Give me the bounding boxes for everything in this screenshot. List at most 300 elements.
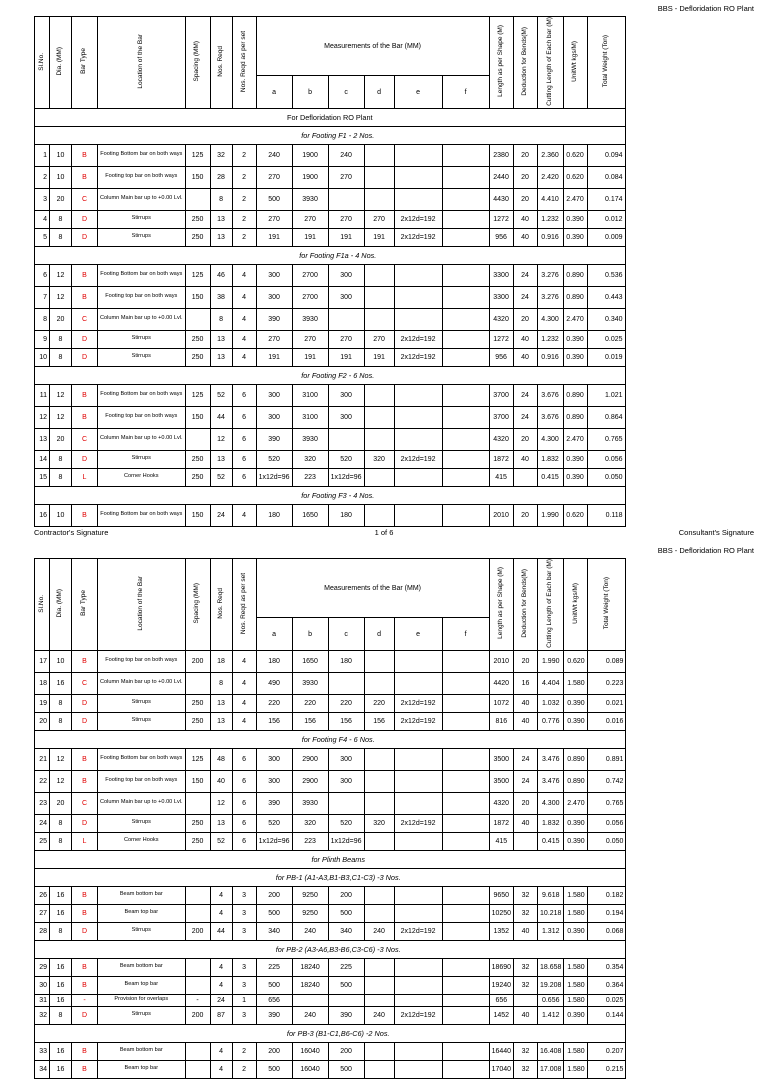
cell-length: 3300 bbox=[489, 264, 513, 286]
cell-location: Column Main bar up to +0.00 Lvl. bbox=[98, 792, 186, 814]
cell-slno: 31 bbox=[35, 994, 50, 1006]
cell-per-set: 3 bbox=[232, 1006, 256, 1024]
cell-bar-type: - bbox=[72, 994, 98, 1006]
cell-location: Beam top bar bbox=[98, 976, 186, 994]
cell-bar-type: B bbox=[72, 770, 98, 792]
cell-bar-type: D bbox=[72, 228, 98, 246]
cell-dia: 10 bbox=[50, 144, 72, 166]
cell-dim-d bbox=[364, 904, 394, 922]
cell-dim-a: 300 bbox=[256, 264, 292, 286]
cell-dim-e bbox=[394, 504, 442, 526]
cell-total-weight: 0.144 bbox=[588, 1006, 626, 1024]
cell-location: Stirrups bbox=[98, 210, 186, 228]
cell-total-weight: 0.891 bbox=[588, 748, 626, 770]
cell-unit-weight: 1.580 bbox=[564, 976, 588, 994]
cell-location: Column Main bar up to +0.00 Lvl. bbox=[98, 188, 186, 210]
cell-dia: 12 bbox=[50, 286, 72, 308]
cell-dim-d bbox=[364, 672, 394, 694]
cell-cutting-length: 1.232 bbox=[537, 330, 563, 348]
table-row bbox=[35, 904, 626, 922]
cell-slno: 9 bbox=[35, 330, 50, 348]
cell-cutting-length: 9.618 bbox=[538, 886, 564, 904]
cell-nos: 46 bbox=[210, 264, 232, 286]
cell-total-weight: 0.207 bbox=[588, 1042, 626, 1060]
cell-location: Stirrups bbox=[98, 228, 186, 246]
cell-dim-f bbox=[442, 450, 489, 468]
cell-length: 3500 bbox=[489, 770, 513, 792]
cell-dim-a: 1x12d=96 bbox=[256, 832, 292, 850]
cell-dim-c: 520 bbox=[328, 814, 364, 832]
section-header-row bbox=[35, 246, 626, 264]
cell-dim-c: 500 bbox=[328, 904, 364, 922]
header-spacing: Spacing (MM) bbox=[185, 17, 210, 109]
cell-dim-e bbox=[394, 406, 442, 428]
cell-dim-b: 3930 bbox=[292, 428, 328, 450]
table-row bbox=[35, 712, 626, 730]
cell-unit-weight: 0.390 bbox=[563, 330, 587, 348]
cell-per-set: 4 bbox=[232, 264, 256, 286]
cell-dim-c: 270 bbox=[328, 330, 364, 348]
cell-cutting-length: 17.008 bbox=[538, 1060, 564, 1078]
cell-dim-b: 2700 bbox=[292, 264, 328, 286]
cell-unit-weight: 0.620 bbox=[563, 144, 587, 166]
cell-bar-type: D bbox=[72, 210, 98, 228]
cell-cutting-length: 18.658 bbox=[538, 958, 564, 976]
cell-dim-b: 18240 bbox=[292, 958, 328, 976]
cell-dim-b: 240 bbox=[292, 922, 328, 940]
cell-dim-f bbox=[442, 348, 489, 366]
cell-deduction: 20 bbox=[514, 650, 538, 672]
cell-unit-weight: 0.890 bbox=[564, 748, 588, 770]
header-length: Length as per Shape (M) bbox=[489, 559, 513, 651]
cell-dim-e bbox=[394, 1060, 442, 1078]
cell-dim-f bbox=[442, 650, 489, 672]
cell-dim-b: 2700 bbox=[292, 286, 328, 308]
cell-length: 2380 bbox=[489, 144, 513, 166]
cell-dia: 16 bbox=[50, 886, 72, 904]
cell-dim-f bbox=[442, 1042, 489, 1060]
cell-deduction: 40 bbox=[513, 228, 537, 246]
cell-dim-a: 490 bbox=[256, 672, 292, 694]
cell-dim-a: 340 bbox=[256, 922, 292, 940]
cell-dim-a: 270 bbox=[256, 210, 292, 228]
cell-per-set: 6 bbox=[232, 770, 256, 792]
cell-length: 16440 bbox=[489, 1042, 513, 1060]
cell-dim-d bbox=[364, 144, 394, 166]
cell-dim-d bbox=[364, 384, 394, 406]
cell-length: 4320 bbox=[489, 308, 513, 330]
header-dim-d: d bbox=[364, 76, 394, 109]
cell-unit-weight: 0.390 bbox=[563, 468, 587, 486]
header-dim-c: c bbox=[328, 76, 364, 109]
cell-deduction: 24 bbox=[513, 406, 537, 428]
cell-unit-weight: 0.390 bbox=[564, 832, 588, 850]
cell-unit-weight: 1.580 bbox=[564, 904, 588, 922]
cell-spacing: 200 bbox=[185, 650, 210, 672]
cell-dim-d: 270 bbox=[364, 210, 394, 228]
cell-total-weight: 0.056 bbox=[588, 814, 626, 832]
cell-location: Corner Hooks bbox=[98, 468, 186, 486]
cell-deduction: 20 bbox=[514, 792, 538, 814]
cell-bar-type: B bbox=[72, 406, 98, 428]
cell-bar-type: C bbox=[72, 308, 98, 330]
cell-total-weight: 0.019 bbox=[587, 348, 625, 366]
cell-cutting-length: 1.990 bbox=[538, 650, 564, 672]
cell-length: 3500 bbox=[489, 748, 513, 770]
cell-dim-f bbox=[442, 886, 489, 904]
cell-total-weight: 0.016 bbox=[588, 712, 626, 730]
cell-dim-f bbox=[442, 712, 489, 730]
cell-deduction: 40 bbox=[514, 712, 538, 730]
cell-location: Beam top bar bbox=[98, 1060, 186, 1078]
cell-unit-weight: 0.620 bbox=[563, 166, 587, 188]
cell-dia: 16 bbox=[50, 1042, 72, 1060]
cell-dim-b: 240 bbox=[292, 1006, 328, 1024]
cell-dim-c: 225 bbox=[328, 958, 364, 976]
cell-nos: 4 bbox=[210, 976, 232, 994]
cell-dim-e: 2x12d=192 bbox=[394, 228, 442, 246]
cell-dim-d bbox=[364, 428, 394, 450]
section-header-row bbox=[35, 486, 626, 504]
cell-total-weight: 0.056 bbox=[587, 450, 625, 468]
cell-bar-type: B bbox=[72, 286, 98, 308]
cell-cutting-length: 2.420 bbox=[537, 166, 563, 188]
cell-unit-weight: 0.390 bbox=[563, 348, 587, 366]
cell-dim-e bbox=[394, 264, 442, 286]
cell-total-weight: 0.094 bbox=[587, 144, 625, 166]
cell-dim-f bbox=[442, 814, 489, 832]
cell-dia: 16 bbox=[50, 994, 72, 1006]
cell-location: Provision for overlaps bbox=[98, 994, 186, 1006]
cell-dim-b: 3930 bbox=[292, 792, 328, 814]
cell-unit-weight: 0.390 bbox=[563, 210, 587, 228]
cell-unit-weight: 0.390 bbox=[564, 922, 588, 940]
cell-dim-f bbox=[442, 210, 489, 228]
cell-bar-type: B bbox=[72, 650, 98, 672]
cell-total-weight: 0.118 bbox=[587, 504, 625, 526]
cell-dim-a: 270 bbox=[256, 330, 292, 348]
cell-slno: 16 bbox=[35, 504, 50, 526]
cell-deduction: 24 bbox=[514, 770, 538, 792]
cell-per-set: 2 bbox=[232, 210, 256, 228]
cell-dia: 20 bbox=[50, 188, 72, 210]
cell-dia: 8 bbox=[50, 228, 72, 246]
cell-deduction: 32 bbox=[514, 886, 538, 904]
cell-dim-c: 180 bbox=[328, 650, 364, 672]
cell-spacing: 150 bbox=[185, 286, 210, 308]
cell-deduction: 32 bbox=[514, 904, 538, 922]
cell-dim-f bbox=[442, 264, 489, 286]
cell-dia: 8 bbox=[50, 348, 72, 366]
cell-dim-b: 3930 bbox=[292, 308, 328, 330]
cell-dim-b: 320 bbox=[292, 450, 328, 468]
cell-nos: 13 bbox=[210, 210, 232, 228]
cell-cutting-length: 1.032 bbox=[538, 694, 564, 712]
table-row bbox=[35, 428, 626, 450]
cell-dia: 12 bbox=[50, 770, 72, 792]
cell-location: Corner Hooks bbox=[98, 832, 186, 850]
table-row bbox=[35, 450, 626, 468]
cell-nos: 87 bbox=[210, 1006, 232, 1024]
cell-total-weight: 0.364 bbox=[588, 976, 626, 994]
cell-cutting-length: 3.676 bbox=[537, 406, 563, 428]
cell-nos: 4 bbox=[210, 886, 232, 904]
cell-length: 1272 bbox=[489, 330, 513, 348]
cell-dim-c: 300 bbox=[328, 748, 364, 770]
cell-bar-type: C bbox=[72, 672, 98, 694]
cell-nos: 52 bbox=[210, 384, 232, 406]
section-header-row bbox=[35, 940, 626, 958]
header-dim-e: e bbox=[394, 76, 442, 109]
cell-dim-a: 156 bbox=[256, 712, 292, 730]
section-header-row bbox=[35, 1024, 626, 1042]
cell-unit-weight: 1.580 bbox=[564, 1060, 588, 1078]
header-unit-weight: UnitWt kgs/M) bbox=[563, 17, 587, 109]
cell-bar-type: B bbox=[72, 504, 98, 526]
cell-bar-type: C bbox=[72, 188, 98, 210]
cell-per-set: 4 bbox=[232, 348, 256, 366]
cell-dia: 16 bbox=[50, 1060, 72, 1078]
cell-bar-type: L bbox=[72, 832, 98, 850]
cell-location: Stirrups bbox=[98, 330, 186, 348]
cell-dim-a: 200 bbox=[256, 1042, 292, 1060]
cell-spacing bbox=[185, 976, 210, 994]
cell-dim-a: 300 bbox=[256, 406, 292, 428]
cell-total-weight: 0.009 bbox=[587, 228, 625, 246]
cell-total-weight: 0.025 bbox=[588, 994, 626, 1006]
cell-cutting-length: 2.360 bbox=[537, 144, 563, 166]
cell-unit-weight: 1.580 bbox=[564, 958, 588, 976]
cell-cutting-length: 19.208 bbox=[538, 976, 564, 994]
cell-dia: 8 bbox=[50, 922, 72, 940]
table-row bbox=[35, 1042, 626, 1060]
cell-nos: 13 bbox=[210, 814, 232, 832]
cell-dim-b: 220 bbox=[292, 694, 328, 712]
cell-cutting-length: 0.415 bbox=[538, 832, 564, 850]
cell-slno: 18 bbox=[35, 672, 50, 694]
cell-dim-f bbox=[442, 166, 489, 188]
cell-dim-d bbox=[364, 832, 394, 850]
cell-location: Stirrups bbox=[98, 1006, 186, 1024]
cell-spacing: 250 bbox=[185, 694, 210, 712]
cell-location: Beam top bar bbox=[98, 904, 186, 922]
document-title-2: BBS - Defloridation RO Plant bbox=[657, 546, 754, 555]
cell-dim-c: 191 bbox=[328, 228, 364, 246]
cell-total-weight: 0.194 bbox=[588, 904, 626, 922]
cell-dim-f bbox=[442, 694, 489, 712]
cell-bar-type: B bbox=[72, 904, 98, 922]
cell-nos: 13 bbox=[210, 348, 232, 366]
cell-dim-b: 223 bbox=[292, 468, 328, 486]
cell-slno: 29 bbox=[35, 958, 50, 976]
section-title: for Plinth Beams bbox=[35, 850, 626, 868]
cell-dim-f bbox=[442, 330, 489, 348]
cell-dim-c: 520 bbox=[328, 450, 364, 468]
cell-bar-type: D bbox=[72, 694, 98, 712]
cell-length: 4430 bbox=[489, 188, 513, 210]
cell-deduction: 32 bbox=[514, 1060, 538, 1078]
cell-cutting-length: 1.832 bbox=[538, 814, 564, 832]
cell-dim-d: 191 bbox=[364, 228, 394, 246]
cell-unit-weight: 2.470 bbox=[564, 792, 588, 814]
cell-dim-b: 270 bbox=[292, 210, 328, 228]
cell-location: Footing top bar on both ways bbox=[98, 406, 186, 428]
cell-slno: 20 bbox=[35, 712, 50, 730]
cell-cutting-length: 1.232 bbox=[537, 210, 563, 228]
cell-dia: 12 bbox=[50, 264, 72, 286]
header-nos-per-set: Nos. Reqd as per set bbox=[232, 559, 256, 651]
cell-dim-c bbox=[328, 428, 364, 450]
cell-length: 4420 bbox=[489, 672, 513, 694]
cell-dim-c bbox=[328, 188, 364, 210]
cell-cutting-length: 4.410 bbox=[537, 188, 563, 210]
cell-dim-d bbox=[364, 792, 394, 814]
cell-per-set: 6 bbox=[232, 428, 256, 450]
cell-dim-e: 2x12d=192 bbox=[394, 694, 442, 712]
cell-per-set: 3 bbox=[232, 976, 256, 994]
cell-spacing bbox=[185, 904, 210, 922]
cell-dim-d: 220 bbox=[364, 694, 394, 712]
cell-location: Footing top bar on both ways bbox=[98, 770, 186, 792]
cell-cutting-length: 1.832 bbox=[537, 450, 563, 468]
cell-slno: 27 bbox=[35, 904, 50, 922]
cell-per-set: 3 bbox=[232, 922, 256, 940]
cell-cutting-length: 3.276 bbox=[537, 286, 563, 308]
cell-dim-f bbox=[442, 832, 489, 850]
cell-unit-weight: 1.580 bbox=[564, 1042, 588, 1060]
cell-dia: 20 bbox=[50, 308, 72, 330]
cell-bar-type: B bbox=[72, 1060, 98, 1078]
cell-cutting-length: 0.916 bbox=[537, 228, 563, 246]
cell-dim-d bbox=[364, 188, 394, 210]
cell-unit-weight: 0.890 bbox=[564, 770, 588, 792]
cell-cutting-length: 0.656 bbox=[538, 994, 564, 1006]
cell-total-weight: 0.089 bbox=[588, 650, 626, 672]
cell-cutting-length: 4.300 bbox=[538, 792, 564, 814]
cell-dim-e: 2x12d=192 bbox=[394, 348, 442, 366]
cell-unit-weight: 0.620 bbox=[564, 650, 588, 672]
cell-dia: 8 bbox=[50, 210, 72, 228]
cell-dim-a: 500 bbox=[256, 904, 292, 922]
cell-total-weight: 0.354 bbox=[588, 958, 626, 976]
cell-nos: 13 bbox=[210, 694, 232, 712]
cell-dim-b bbox=[292, 994, 328, 1006]
cell-bar-type: B bbox=[72, 384, 98, 406]
cell-cutting-length: 1.312 bbox=[538, 922, 564, 940]
cell-dim-e bbox=[394, 748, 442, 770]
cell-bar-type: D bbox=[72, 330, 98, 348]
cell-slno: 22 bbox=[35, 770, 50, 792]
cell-dim-c: 340 bbox=[328, 922, 364, 940]
header-dim-c: c bbox=[328, 618, 364, 651]
cell-spacing: 150 bbox=[185, 504, 210, 526]
cell-dim-f bbox=[442, 672, 489, 694]
header-unit-weight: UnitWt kgs/M) bbox=[564, 559, 588, 651]
cell-dim-c bbox=[328, 792, 364, 814]
cell-dia: 20 bbox=[50, 428, 72, 450]
header-dim-a: a bbox=[256, 76, 292, 109]
cell-nos: 4 bbox=[210, 1042, 232, 1060]
header-bar-type: Bar Type bbox=[72, 17, 98, 109]
cell-dim-d: 270 bbox=[364, 330, 394, 348]
cell-location: Beam bottom bar bbox=[98, 886, 186, 904]
cell-spacing: 125 bbox=[185, 748, 210, 770]
cell-length: 1072 bbox=[489, 694, 513, 712]
cell-dim-d bbox=[364, 504, 394, 526]
cell-slno: 19 bbox=[35, 694, 50, 712]
cell-spacing: 125 bbox=[185, 384, 210, 406]
cell-spacing bbox=[185, 886, 210, 904]
cell-total-weight: 0.025 bbox=[587, 330, 625, 348]
cell-dia: 8 bbox=[50, 814, 72, 832]
cell-dim-e bbox=[394, 468, 442, 486]
cell-dim-f bbox=[442, 308, 489, 330]
cell-dim-f bbox=[442, 468, 489, 486]
cell-dim-a: 191 bbox=[256, 348, 292, 366]
cell-cutting-length: 3.476 bbox=[538, 748, 564, 770]
table-row bbox=[35, 468, 626, 486]
cell-location: Beam bottom bar bbox=[98, 958, 186, 976]
section-header-row bbox=[35, 108, 626, 126]
cell-unit-weight: 0.390 bbox=[563, 228, 587, 246]
cell-dim-e bbox=[394, 1042, 442, 1060]
cell-dim-e bbox=[394, 832, 442, 850]
cell-spacing: 250 bbox=[185, 210, 210, 228]
cell-bar-type: B bbox=[72, 748, 98, 770]
cell-cutting-length: 1.990 bbox=[537, 504, 563, 526]
cell-location: Column Main bar up to +0.00 Lvl. bbox=[98, 428, 186, 450]
header-dim-b: b bbox=[292, 618, 328, 651]
cell-dim-d: 156 bbox=[364, 712, 394, 730]
cell-slno: 4 bbox=[35, 210, 50, 228]
cell-spacing: 150 bbox=[185, 406, 210, 428]
cell-dim-d bbox=[364, 994, 394, 1006]
cell-cutting-length: 10.218 bbox=[538, 904, 564, 922]
cell-per-set: 2 bbox=[232, 1042, 256, 1060]
cell-dim-c: 220 bbox=[328, 694, 364, 712]
cell-dia: 8 bbox=[50, 468, 72, 486]
cell-cutting-length: 3.476 bbox=[538, 770, 564, 792]
cell-per-set: 2 bbox=[232, 144, 256, 166]
cell-location: Footing top bar on both ways bbox=[98, 650, 186, 672]
cell-nos: 24 bbox=[210, 504, 232, 526]
cell-deduction: 40 bbox=[513, 210, 537, 228]
cell-dim-b: 3100 bbox=[292, 406, 328, 428]
cell-total-weight: 0.182 bbox=[588, 886, 626, 904]
cell-dim-e bbox=[394, 428, 442, 450]
cell-per-set: 3 bbox=[232, 958, 256, 976]
cell-dim-e bbox=[394, 188, 442, 210]
cell-dia: 10 bbox=[50, 166, 72, 188]
cell-spacing: 250 bbox=[185, 228, 210, 246]
cell-dim-e bbox=[394, 904, 442, 922]
cell-dim-d: 240 bbox=[364, 1006, 394, 1024]
cell-nos: 52 bbox=[210, 468, 232, 486]
cell-total-weight: 0.050 bbox=[587, 468, 625, 486]
cell-dim-c: 300 bbox=[328, 286, 364, 308]
cell-dim-e: 2x12d=192 bbox=[394, 922, 442, 940]
cell-location: Footing top bar on both ways bbox=[98, 166, 186, 188]
header-dia: Dia. (MM) bbox=[50, 559, 72, 651]
cell-bar-type: B bbox=[72, 144, 98, 166]
cell-dim-b: 320 bbox=[292, 814, 328, 832]
cell-length: 9650 bbox=[489, 886, 513, 904]
cell-bar-type: D bbox=[72, 348, 98, 366]
cell-slno: 6 bbox=[35, 264, 50, 286]
cell-dim-b: 1900 bbox=[292, 144, 328, 166]
cell-dim-f bbox=[442, 1060, 489, 1078]
cell-deduction: 20 bbox=[513, 428, 537, 450]
